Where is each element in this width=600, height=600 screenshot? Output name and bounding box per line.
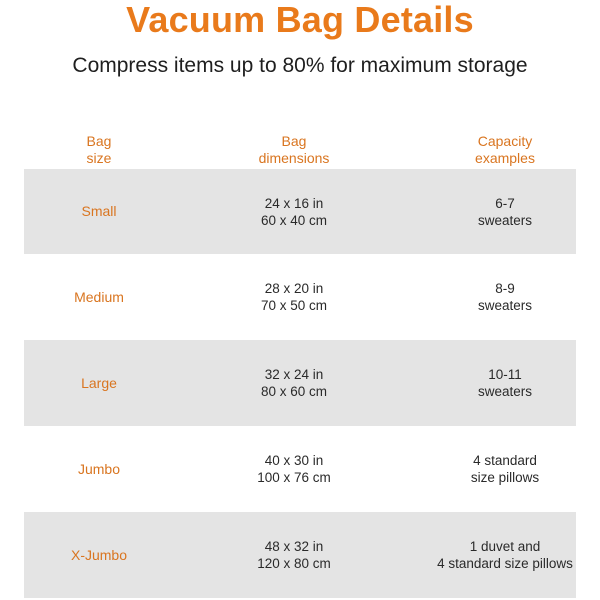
table-row	[24, 512, 576, 598]
row-capacity: 1 duvet and 4 standard size pillows	[437, 539, 573, 571]
table-row	[24, 340, 576, 426]
table-row	[24, 426, 576, 512]
table-header	[24, 130, 576, 170]
row-dimensions: 48 x 32 in 120 x 80 cm	[257, 539, 331, 571]
row-size: Medium	[74, 288, 124, 305]
row-size: Large	[81, 374, 117, 391]
table-row	[24, 169, 576, 254]
row-capacity: 10-11 sweaters	[477, 367, 533, 399]
row-capacity: 6-7 sweaters	[477, 195, 533, 228]
header-bag-dimensions: Bag dimensions	[258, 133, 330, 166]
row-dimensions: 32 x 24 in 80 x 60 cm	[260, 367, 328, 399]
row-capacity: 8-9 sweaters	[477, 281, 533, 313]
row-size: Jumbo	[77, 460, 121, 477]
row-dimensions: 28 x 20 in 70 x 50 cm	[260, 281, 328, 313]
page-title: Vacuum Bag Details	[126, 0, 474, 40]
table-row	[24, 254, 576, 340]
header-bag-size: Bag size	[86, 133, 112, 166]
row-capacity: 4 standard size pillows	[470, 453, 540, 485]
row-size: Small	[81, 203, 117, 219]
page-subtitle: Compress items up to 80% for maximum storage	[72, 54, 528, 77]
header-capacity-examples: Capacity examples	[475, 133, 535, 166]
row-dimensions: 24 x 16 in 60 x 40 cm	[260, 195, 328, 228]
bag-details-table	[24, 169, 576, 598]
row-dimensions: 40 x 30 in 100 x 76 cm	[257, 453, 331, 485]
row-size: X-Jumbo	[70, 546, 128, 563]
